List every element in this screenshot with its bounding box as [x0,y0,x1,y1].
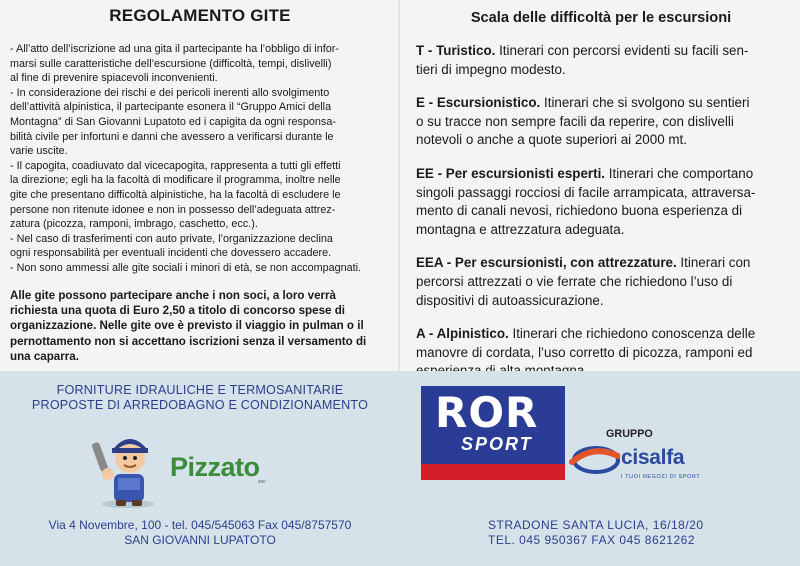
rules-line: ogni responsabilità per eventuali incidenti che dovessero accadere. [10,247,332,260]
rules-line: zatura (picozza, ramponi, imbrago, caschetto, ecc.). [10,218,258,231]
ror-wordmark: ROR [435,388,539,437]
rules-line: la direzione; egli ha la facoltà di modificare il programma, inoltre nelle [10,174,341,187]
rules-line: - Nel caso di trasferimenti con auto private, l’organizzazione declina [10,232,333,245]
cisalfa-logo: cisalfa [621,446,685,469]
rules-line: persone non ritenute idonee e non in possesso dell’adeguata attrez- [10,203,336,216]
level-text: montagna e attrezzatura adeguata. [416,221,625,237]
level-head: EE - Per escursionisti esperti. [416,165,606,181]
rules-text [10,42,390,276]
level-head: E - Escursionistico. [416,95,541,111]
rules-line: - In considerazione dei rischi e dei pericoli inerenti allo svolgimento [10,86,330,99]
ror-address-line: STRADONE SANTA LUCIA, 16/18/20 [488,518,704,532]
note-line: richiesta una quota di Euro 2,50 a titolo di concorso spese di [10,304,346,318]
level-turistico [416,42,792,79]
rules-line: dell’attività alpinistica, il partecipante esonera il “Gruppo Amici della [10,101,332,114]
difficulty-title: Scala delle difficoltà per le escursioni [470,10,732,26]
cisalfa-swoosh-icon [568,440,620,476]
level-text: Itinerari che comportano [605,165,754,181]
difficulty-levels [416,42,792,396]
non-members-note [10,288,394,364]
level-attrezzature [416,254,792,310]
pizzato-suffix: snc [258,479,266,485]
level-text: percorsi attrezzati o vie ferrate che richiedono l’uso di [416,273,733,289]
level-head: EEA - Per escursionisti, con attrezzature. [416,255,677,271]
level-escursionisti-esperti [416,165,792,239]
rules-line: bilità civile per infortuni e danni che avessero a verificarsi durante le [10,130,334,143]
level-text: notevoli o anche a quote superiori ai 2000 mt. [416,132,687,148]
pizzato-address-line: SAN GIOVANNI LUPATOTO [124,533,276,547]
ror-address-line: TEL. 045 950367 FAX 045 8621262 [488,533,695,547]
rules-line: - Il capogita, coadiuvato dal vicecapogita, rappresenta a tutti gli effetti [10,159,341,172]
note-line: Alle gite possono partecipare anche i non soci, a loro verrà [10,289,337,302]
gruppo-label: GRUPPO [606,428,653,440]
rules-line: - Non sono ammessi alle gite sociali i minori di età, se non accompagnati. [10,261,362,274]
pizzato-address-line: Via 4 Novembre, 100 - tel. 045/545063 Fax 045/8757570 [48,518,352,532]
plumber-mascot-icon [92,430,160,510]
rules-line: marsi sulle caratteristiche dell’escursione (difficoltà, tempi, dislivelli) [10,57,332,70]
level-text: dispositivi di autoassicurazione. [416,292,604,308]
level-text: singoli passaggi rocciosi di facile arrampicata, attraversa- [416,184,756,200]
pizzato-headline-line: PROPOSTE DI ARREDOBAGNO E CONDIZIONAMENTO [31,398,369,412]
ror-sport-logo [421,386,565,480]
level-text: manovre di cordata, l’uso corretto di picozza, ramponi ed [416,344,753,360]
rules-line: varie uscite. [10,145,68,158]
rules-title: REGOLAMENTO GITE [109,6,291,25]
pizzato-headline [0,383,400,413]
rules-line: gite che presentano difficoltà alpinistiche, ha la facoltà di escludere le [10,188,341,201]
pizzato-address [0,518,400,548]
cisalfa-tagline: I TUOI NEGOZI DI SPORT [621,474,701,480]
rules-line: Montagna” di San Giovanni Lupatoto ed i capigita da ogni responsa- [10,115,336,128]
rules-line: - All’atto dell’iscrizione ad una gita il partecipante ha l’obbligo di infor- [10,43,339,55]
ror-address [488,518,728,548]
level-escursionistico [416,94,792,150]
level-text: Itinerari con percorsi evidenti su facili sen- [495,43,749,58]
level-head: T - Turistico. [416,43,496,58]
note-line: organizzazione. Nelle gite ove è previsto il viaggio in pulman o il [10,319,364,333]
pizzato-logo: Pizzato [170,452,260,482]
ror-red-stripe [421,464,565,480]
level-text: o su tracce non sempre facili da reperire, con dislivelli [416,113,734,129]
note-line: pernottamento non si accettano iscrizioni senza il versamento di [10,334,367,348]
rules-line: al fine di prevenire spiacevoli inconvenienti. [10,72,218,85]
note-line: una caparra. [10,349,79,363]
level-text: tieri di impegno modesto. [416,61,566,77]
level-text: Itinerari con [676,255,751,271]
pizzato-headline-line: FORNITURE IDRAULICHE E TERMOSANITARIE [56,383,344,397]
level-text: Itinerari che si svolgono su sentieri [540,95,750,111]
ror-sport-wordmark: SPORT [461,434,533,454]
level-text: Itinerari che richiedono conoscenza delle [508,326,756,342]
level-text: mento di canali nevosi, richiedono buona esperienza di [416,203,743,219]
level-head: A - Alpinistico. [416,326,509,342]
